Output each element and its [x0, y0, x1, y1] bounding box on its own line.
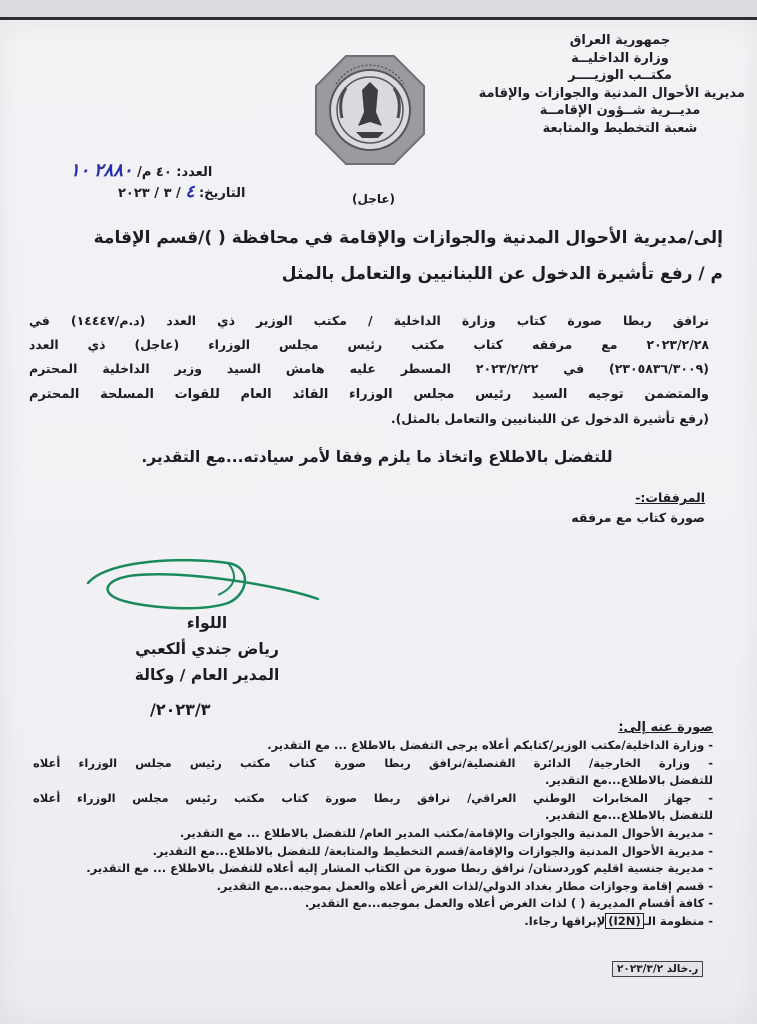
body-line-2: ٢٠٢٣/٢/٢٨ مع مرفقه كتاب مكتب رئيس مجلس الوزراء (عاجل) ذي العدد: [29, 337, 709, 352]
letterhead-line-5: مديــرية شــؤون الإقامــة: [539, 103, 701, 118]
reference-date: [118, 182, 245, 202]
letterhead-line-1: جمهورية العراق: [569, 33, 671, 48]
signatory-title: المدير العام / وكالة: [134, 666, 280, 684]
date-handwritten-day: ٤: [185, 182, 195, 202]
ministry-seal-icon: [312, 52, 428, 168]
i2n-boxed: (I2N): [605, 913, 643, 929]
urgent-label: (عاجل): [352, 192, 396, 206]
date-label: التاريخ:: [198, 186, 246, 201]
body-line-1: نرافق ربطا صورة كتاب وزارة الداخلية / مكتب الوزير ذي العدد (د.م/١٤٤٤٧) في: [29, 313, 709, 328]
copy-line: - قسم إقامة وجوازات مطار بغداد الدولي/لذات الغرض أعلاه والعمل بموجبه...مع التقدير.: [216, 878, 713, 893]
copy-line: للتفضل بالاطلاع...مع التقدير.: [544, 808, 713, 823]
copy-line: - مديرية الأحوال المدنية والجوازات والإقامة/قسم التخطيط والمتابعة/ للتفضل بالاطلاع...مع التقدير.: [152, 843, 713, 858]
i2n-suffix: لإبراقها رجاءا.: [524, 913, 606, 928]
body-line-4: والمتضمن توجيه السيد رئيس مجلس الوزراء القائد العام للقوات المسلحة المحترم: [29, 387, 709, 402]
reference-number: [70, 160, 212, 181]
copy-line: - جهاز المخابرات الوطني العراقي/ نرافق ربطا صورة كتاب مكتب رئيس مجلس الوزراء أعلاه: [33, 790, 713, 805]
copy-line: - مديرية الأحوال المدنية والجوازات والإقامة/مكتب المدير العام/ للتفضل بالاطلاع ... مع التقدير.: [179, 825, 713, 840]
signature-date: ٢٠٢٣/٣/: [150, 700, 211, 719]
letterhead-line-6: شعبة التخطيط والمتابعة: [542, 120, 698, 136]
letterhead-line-2: وزارة الداخليــة: [571, 50, 669, 66]
number-label: العدد: ٤٠ م/: [137, 165, 213, 180]
copy-line: - وزارة الداخلية/مكتب الوزير/كتابكم أعلاه يرجى التفضل بالاطلاع ... مع التقدير.: [267, 738, 713, 752]
attachments-title: المرفقات:-: [635, 490, 705, 505]
letterhead: [478, 32, 745, 137]
letterhead-line-4: مديرية الأحوال المدنية والجوازات والإقامة: [478, 85, 745, 101]
closing-line: للتفضل بالاطلاع واتخاذ ما يلزم وفقا لأمر سيادته...مع التقدير.: [141, 448, 613, 466]
body-line-5: (رفع تأشيرة الدخول عن اللبنانيين والتعامل بالمثل).: [390, 411, 709, 426]
scan-top-edge: [0, 0, 757, 22]
signatory-rank: اللواء: [186, 614, 228, 632]
number-suffix: ١٠: [70, 160, 90, 181]
copy-line-i2n: [33, 913, 713, 931]
signature-block: [92, 610, 322, 688]
body-line-3: (٢٣٠٥٨٣٦/٣٠٠٩) في ٢٠٢٣/٢/٢٢ المسطر عليه هامش السيد وزير الداخلية المحترم: [29, 361, 709, 376]
copy-line: للتفضل بالاطلاع...مع التقدير.: [544, 773, 713, 788]
footer-initials-stamp: ر.خالد ٢٠٢٣/٣/٢: [612, 961, 703, 977]
subject-line: م / رفع تأشيرة الدخول عن اللبنانيين والتعامل بالمثل: [281, 264, 723, 284]
copies-title: صورة عنه إلى:: [618, 720, 713, 735]
signatory-name: رياض جندي ألكعبي: [135, 640, 279, 658]
copy-line: - وزارة الخارجية/ الدائرة القنصلية/نرافق ربطا صورة كتاب مكتب رئيس مجلس الوزراء أعلاه: [33, 755, 713, 770]
letterhead-line-3: مكتــب الوزيــــر: [568, 68, 672, 83]
recipient-line: إلى/مديرية الأحوال المدنية والجوازات والإقامة في محافظة ( )/قسم الإقامة: [93, 228, 723, 248]
copy-line: - كافة أقسام المديرية ( ) لذات الغرض أعلاه والعمل بموجبه...مع التقدير.: [304, 896, 713, 911]
i2n-prefix: - منظومة الـ: [643, 913, 713, 928]
copies-list: [33, 737, 713, 931]
copy-line: - مديرية جنسية اقليم كوردستان/ نرافق ربطا صورة من الكتاب المشار إليه أعلاه للتفضل بالاطلاع ... مع التقدير.: [86, 861, 713, 876]
date-rest: / ٣ / ٢٠٢٣: [118, 186, 181, 201]
number-handwritten: ٢٨٨٠: [93, 160, 133, 181]
attachments-item: صورة كتاب مع مرفقه: [571, 510, 705, 525]
